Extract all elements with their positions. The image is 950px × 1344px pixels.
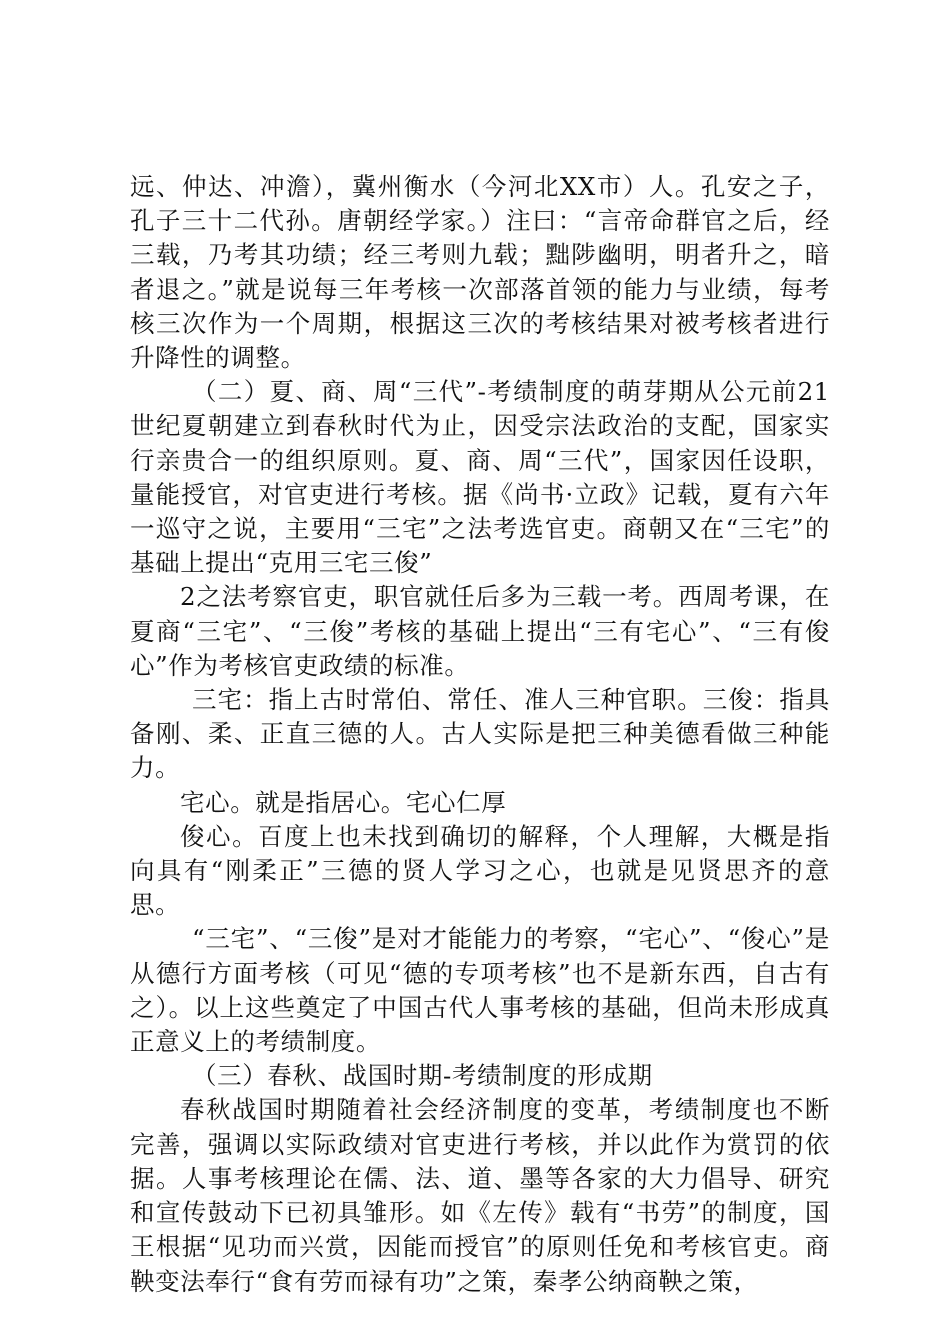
section-three-heading: （三）春秋、战国时期-考绩制度的形成期 bbox=[192, 1061, 653, 1091]
paragraph-zhaixin: 宅心。就是指居心。宅心仁厚 bbox=[180, 787, 507, 817]
paragraph-spring-autumn: 春秋战国时期随着社会经济制度的变革，考绩制度也不断完善，强调以实际政绩对官吏进行考核，并以此作为赏罚的依据。人事考核理论在儒、法、道、墨等各家的大力倡导、研究和宣传鼓动下已初具雏形。如《左传》载有“书劳”的制度，国王根据“见功而兴赏，因能而授官”的原则任免和考核官吏。商鞅变法奉行“食有劳而禄有功”之策，秦孝公纳商鞅之策， bbox=[130, 1095, 830, 1296]
paragraph-summary: “三宅”、“三俊”是对才能能力的考察，“宅心”、“俊心”是从德行方面考核（可见“德的专项考核”也不是新东西，自古有之）。以上这些奠定了中国古代人事考核的基础，但尚未形成真正意义上的考绩制度。 bbox=[130, 924, 830, 1057]
document-body bbox=[130, 170, 830, 1299]
paragraph-commentary: 远、仲达、冲澹），冀州衡水（今河北XX市）人。孔安之子，孔子三十二代孙。唐朝经学家。）注曰：“言帝命群官之后，经三载，乃考其功绩；经三考则九载；黜陟幽明，明者升之，暗者退之。”就是说每三年考核一次部落首领的能力与业绩，每考核三次作为一个周期，根据这三次的考核结果对被考核者进行升降性的调整。 bbox=[130, 172, 830, 373]
paragraph-three-zhai-definition: 三宅：指上古时常伯、常任、准人三种官职。三俊：指具备刚、柔、正直三德的人。古人实际是把三种美德看做三种能力。 bbox=[130, 685, 830, 783]
paragraph-western-zhou: 2之法考察官吏，职官就任后多为三载一考。西周考课，在夏商“三宅”、“三俊”考核的基础上提出“三有宅心”、“三有俊心”作为考核官吏政绩的标准。 bbox=[130, 582, 830, 680]
paragraph-junxin: 俊心。百度上也未找到确切的解释，个人理解，大概是指向具有“刚柔正”三德的贤人学习之心，也就是见贤思齐的意思。 bbox=[130, 821, 830, 920]
paragraph-section-two-heading: （二）夏、商、周“三代”-考绩制度的萌芽期从公元前21世纪夏朝建立到春秋时代为止，因受宗法政治的支配，国家实行亲贵合一的组织原则。夏、商、周“三代”，国家因任设职，量能授官，对官吏进行考核。据《尚书·立政》记载，夏有六年一巡守之说，主要用“三宅”之法考选官吏。商朝又在“三宅”的基础上提出“克用三宅三俊” bbox=[130, 377, 830, 578]
